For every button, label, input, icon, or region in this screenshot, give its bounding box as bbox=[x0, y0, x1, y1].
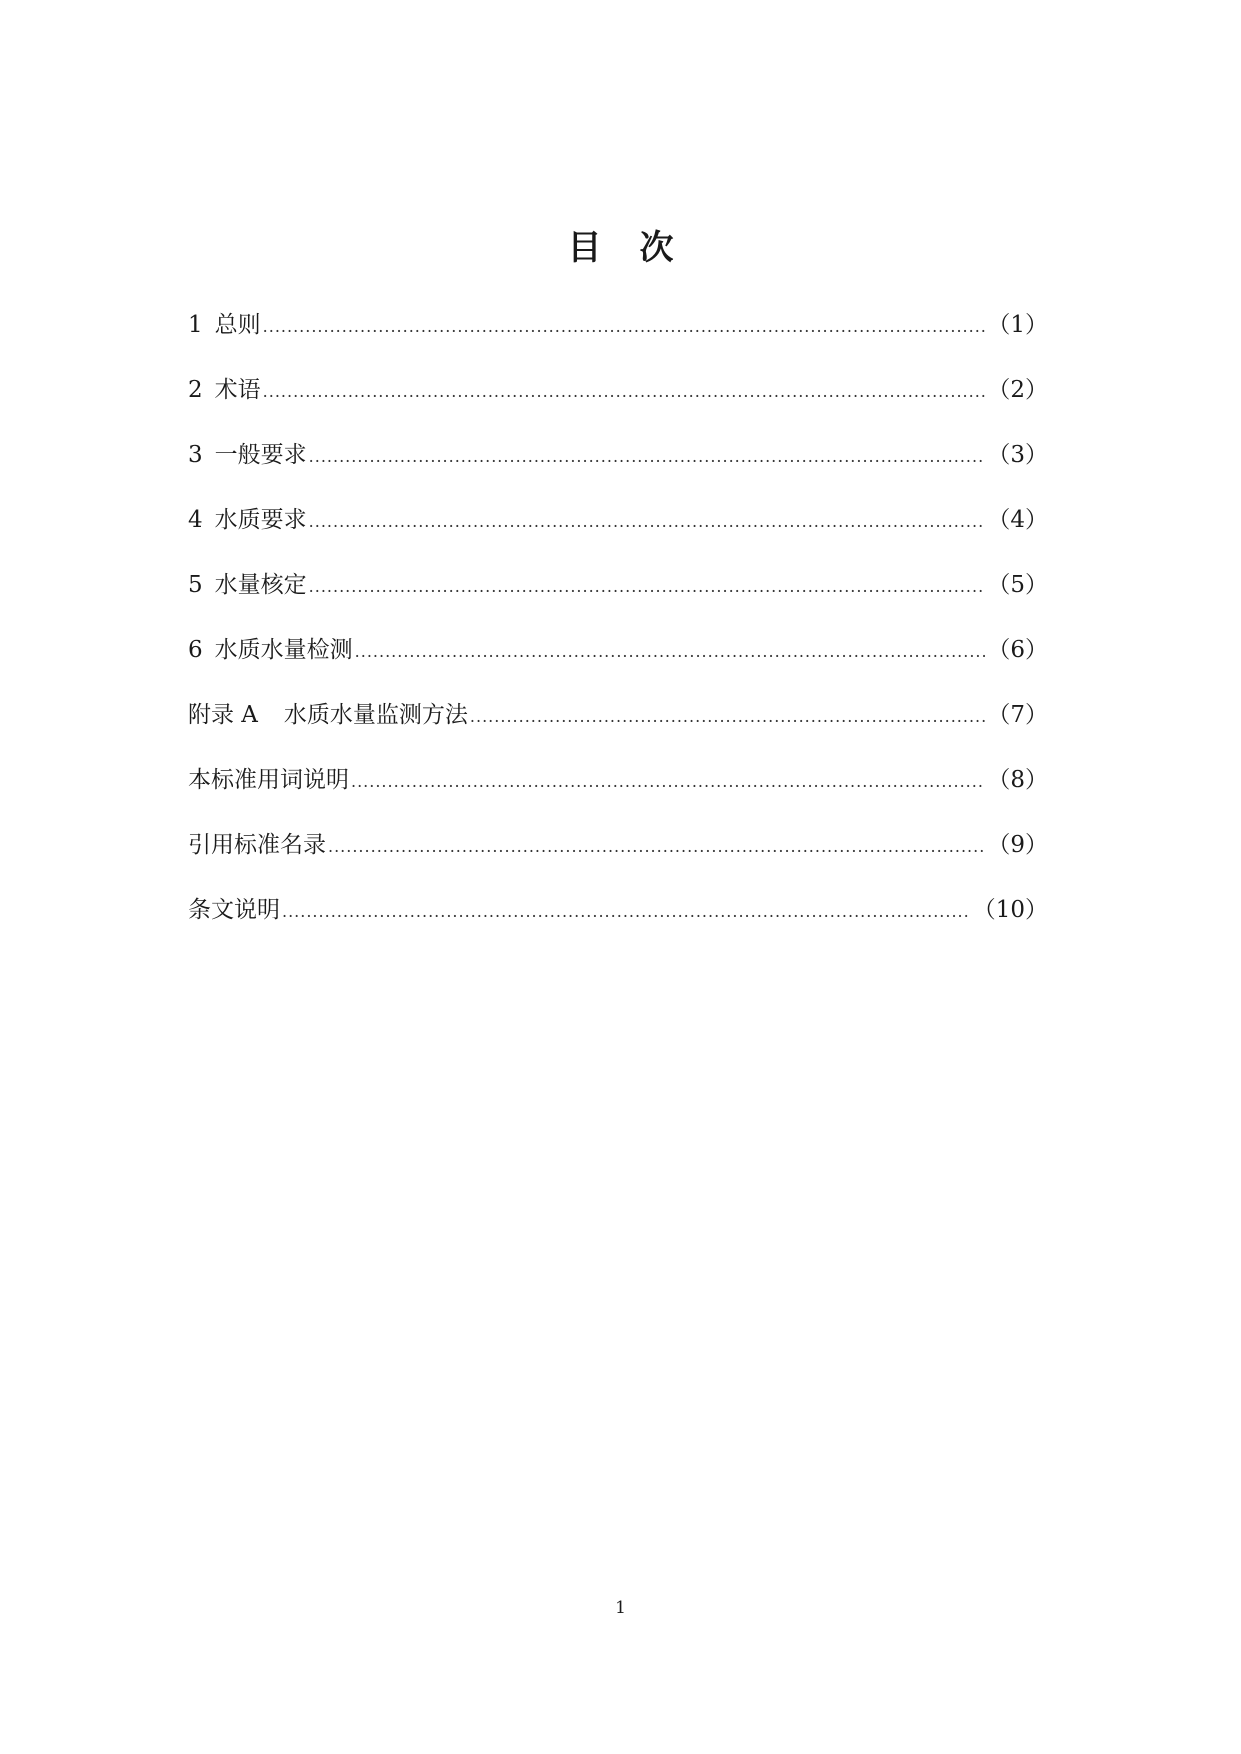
toc-entry-number: 1 bbox=[188, 312, 203, 338]
toc-entry-page: （4） bbox=[987, 507, 1048, 533]
toc-entry-number: 附录 A bbox=[188, 702, 258, 728]
toc-leader-dots bbox=[470, 700, 985, 734]
toc-leader-dots bbox=[355, 635, 986, 669]
toc-leader-dots bbox=[263, 310, 986, 344]
toc-entry-label: 总则 bbox=[214, 312, 261, 338]
toc-entry-label: 条文说明 bbox=[188, 897, 280, 923]
toc-entry-referenced-standards[interactable] bbox=[188, 828, 1048, 893]
toc-entry-3[interactable] bbox=[188, 438, 1048, 503]
toc-entry-terminology-usage[interactable] bbox=[188, 763, 1048, 828]
toc-entry-label: 引用标准名录 bbox=[188, 832, 326, 858]
toc-entry-page: （3） bbox=[987, 442, 1048, 468]
toc-entry-page: （7） bbox=[987, 702, 1048, 728]
toc-entry-page: （1） bbox=[987, 312, 1048, 338]
toc-leader-dots bbox=[282, 895, 971, 929]
toc-leader-dots bbox=[328, 830, 985, 864]
toc-entry-label: 本标准用词说明 bbox=[188, 767, 349, 793]
toc-entry-label: 一般要求 bbox=[214, 442, 307, 468]
toc-entry-number: 3 bbox=[188, 442, 203, 468]
toc-leader-dots bbox=[309, 505, 986, 539]
toc-entry-explanation[interactable] bbox=[188, 893, 1048, 958]
toc-entry-label: 水质水量检测 bbox=[214, 637, 353, 663]
toc-entry-number: 4 bbox=[188, 507, 203, 533]
toc-entry-page: （6） bbox=[987, 637, 1048, 663]
toc-entry-2[interactable] bbox=[188, 373, 1048, 438]
toc-entry-page: （8） bbox=[987, 767, 1048, 793]
toc-entry-page: （10） bbox=[972, 897, 1048, 923]
toc-entry-4[interactable] bbox=[188, 503, 1048, 568]
toc-leader-dots bbox=[263, 375, 986, 409]
page-title bbox=[0, 226, 1241, 270]
toc-entry-label: 术语 bbox=[214, 377, 261, 403]
toc-entry-page: （9） bbox=[987, 832, 1048, 858]
toc-entry-6[interactable] bbox=[188, 633, 1048, 698]
toc-entry-page: （5） bbox=[987, 572, 1048, 598]
toc-entry-label: 水质要求 bbox=[214, 507, 307, 533]
toc-leader-dots bbox=[309, 440, 986, 474]
toc-entry-page: （2） bbox=[987, 377, 1048, 403]
toc-entry-number: 2 bbox=[188, 377, 203, 403]
page-title-part1: 目 bbox=[567, 228, 602, 268]
toc-leader-dots bbox=[309, 570, 986, 604]
toc-entry-number: 6 bbox=[188, 637, 203, 663]
toc-entry-appendix-a[interactable] bbox=[188, 698, 1048, 763]
table-of-contents bbox=[188, 308, 1048, 958]
toc-entry-number: 5 bbox=[188, 572, 203, 598]
page-number: 1 bbox=[615, 1598, 626, 1618]
toc-entry-5[interactable] bbox=[188, 568, 1048, 633]
toc-entry-1[interactable] bbox=[188, 308, 1048, 373]
toc-entry-label: 水量核定 bbox=[214, 572, 307, 598]
toc-entry-label: 水质水量监测方法 bbox=[283, 702, 468, 728]
toc-leader-dots bbox=[351, 765, 985, 799]
page-title-part2: 次 bbox=[639, 228, 674, 268]
